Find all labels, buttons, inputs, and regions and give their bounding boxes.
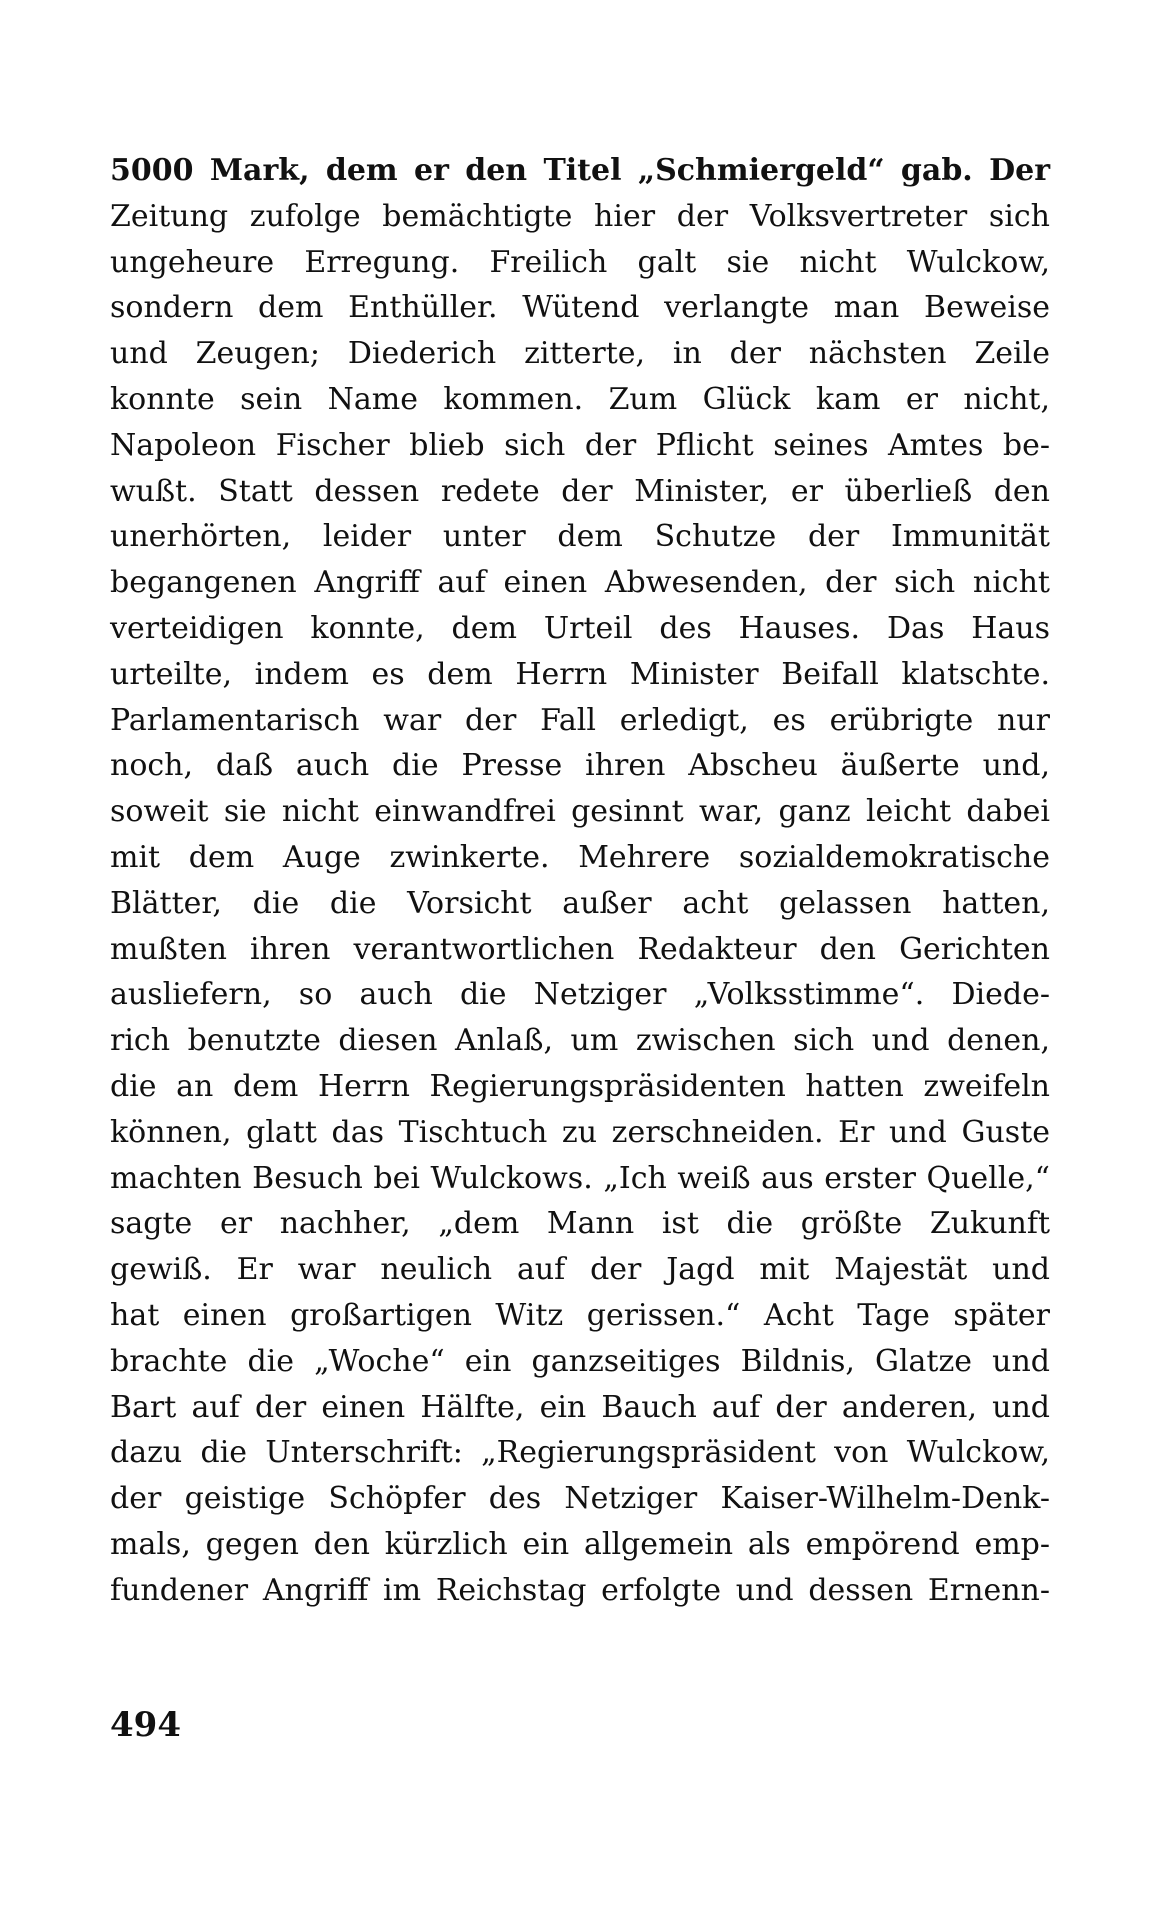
text-line: fundener Angriff im Reichstag erfolgte und dessen Ernenn- (110, 1572, 1050, 1608)
text-line: urteilte, indem es dem Herrn Minister Beifall klatschte. (110, 656, 1050, 692)
text-line: soweit sie nicht einwandfrei gesinnt war, ganz leicht dabei (110, 794, 1050, 830)
text-line: gewiß. Er war neulich auf der Jagd mit Majestät und (110, 1252, 1050, 1288)
text-line: die an dem Herrn Regierungspräsidenten hatten zweifeln (110, 1068, 1050, 1104)
body-text (110, 148, 1050, 1614)
text-line: unerhörten, leider unter dem Schutze der Immunität (110, 519, 1050, 555)
text-line: Zeitung zufolge bemächtigte hier der Volksvertreter sich (110, 198, 1050, 234)
text-line: Parlamentarisch war der Fall erledigt, es erübrigte nur (110, 702, 1050, 738)
text-line: mußten ihren verantwortlichen Redakteur den Gerichten (110, 931, 1050, 967)
text-line: wußt. Statt dessen redete der Minister, er überließ den (110, 473, 1050, 509)
text-line: konnte sein Name kommen. Zum Glück kam er nicht, (110, 381, 1050, 417)
text-line: können, glatt das Tischtuch zu zerschneiden. Er und Guste (110, 1114, 1050, 1150)
text-line: Bart auf der einen Hälfte, ein Bauch auf der anderen, und (110, 1389, 1050, 1425)
text-line: machten Besuch bei Wulckows. „Ich weiß aus erster Quelle,“ (110, 1160, 1050, 1196)
text-line: dazu die Unterschrift: „Regierungspräsident von Wulckow, (110, 1435, 1050, 1471)
text-line: begangenen Angriff auf einen Abwesenden, der sich nicht (110, 565, 1050, 601)
text-line: der geistige Schöpfer des Netziger Kaiser-Wilhelm-Denk- (110, 1481, 1050, 1517)
text-line: und Zeugen; Diederich zitterte, in der nächsten Zeile (110, 336, 1050, 372)
text-line: rich benutzte diesen Anlaß, um zwischen sich und denen, (110, 1023, 1050, 1059)
text-line: sondern dem Enthüller. Wütend verlangte man Beweise (110, 290, 1050, 326)
text-line: sagte er nachher, „dem Mann ist die größte Zukunft (110, 1206, 1050, 1242)
text-line: brachte die „Woche“ ein ganzseitiges Bildnis, Glatze und (110, 1343, 1050, 1379)
text-line: hat einen großartigen Witz gerissen.“ Acht Tage später (110, 1297, 1050, 1333)
text-line: ungeheure Erregung. Freilich galt sie nicht Wulckow, (110, 244, 1050, 280)
text-line: 5000 Mark, dem er den Titel „Schmiergeld“ gab. Der (110, 153, 1050, 188)
page-number: 494 (110, 1705, 181, 1745)
text-line: ausliefern, so auch die Netziger „Volksstimme“. Diede- (110, 977, 1050, 1013)
text-line: Napoleon Fischer blieb sich der Pflicht seines Amtes be- (110, 427, 1050, 463)
text-line: mit dem Auge zwinkerte. Mehrere sozialdemokratische (110, 839, 1050, 875)
text-line: Blätter, die die Vorsicht außer acht gelassen hatten, (110, 885, 1050, 921)
text-line: mals, gegen den kürzlich ein allgemein als empörend emp- (110, 1526, 1050, 1562)
text-line: noch, daß auch die Presse ihren Abscheu äußerte und, (110, 748, 1050, 784)
text-line: verteidigen konnte, dem Urteil des Hauses. Das Haus (110, 610, 1050, 646)
